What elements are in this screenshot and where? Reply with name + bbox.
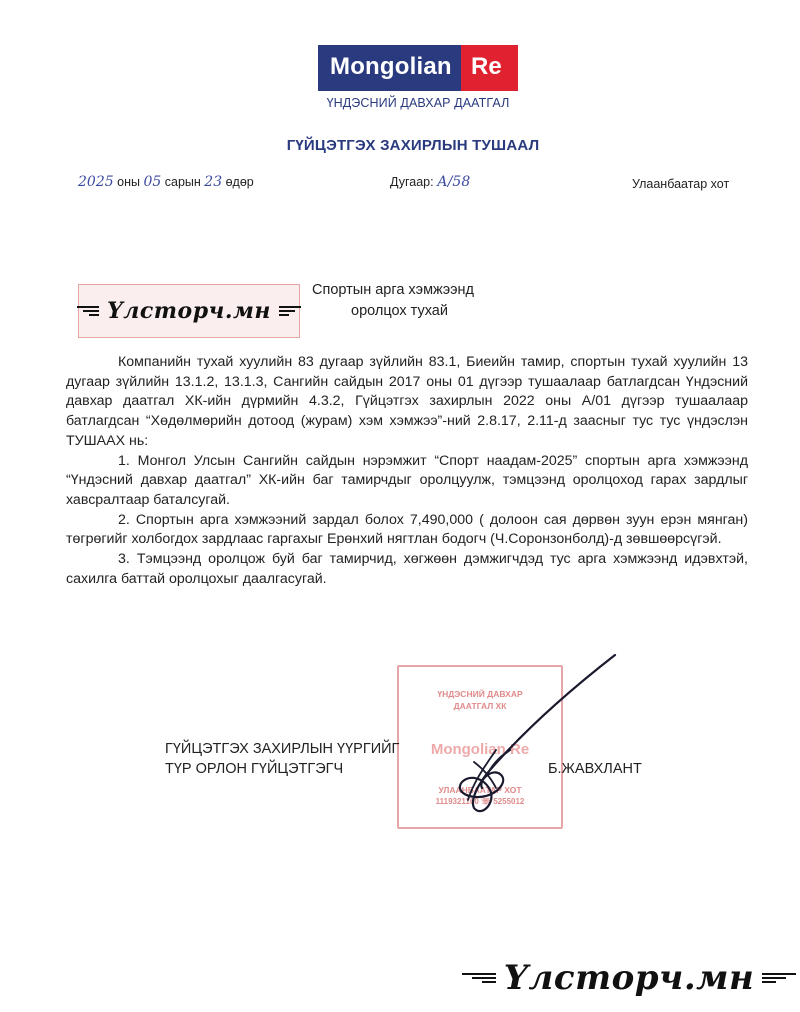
- order-number: [390, 174, 470, 190]
- date-month-suffix: сарын: [164, 175, 201, 189]
- body-paragraph-preamble: Компанийн тухай хуулийн 83 дугаар зүйлийн 83.1, Биеийн тамир, спортын тухай хуулийн 13 дугаар зүйлийн 13.1.2, 13.1.3, Сангийн сайдын 2017 оны 01 дүгээр тушаалаар батлагдсан Үндэсний давхар даатгал ХК-ийн дүрмийн 4.3.2, Гүйцэтгэх захирлын 2022 оны А/01 дүгээр тушаалаар батлагдсан “Хөдөлмөрийн дотоод (журам) хэм хэмжээ”-ний 2.8.17, 2.11-д заасныг тус тус үндэслэн ТУШААХ нь:: [66, 354, 748, 449]
- stamp-line-1: ҮНДЭСНИЙ ДАВХАР: [437, 689, 523, 699]
- signer-title-line-1: ГҮЙЦЭТГЭХ ЗАХИРЛЫН ҮҮРГИЙГ: [165, 741, 400, 757]
- document-title: ГҮЙЦЭТГЭХ ЗАХИРЛЫН ТУШААЛ: [286, 137, 540, 154]
- date-day-suffix: өдөр: [225, 175, 254, 189]
- watermark-right-bars: [279, 306, 301, 316]
- logo-re-text: Re: [471, 53, 502, 80]
- watermark-text: Үлсторч.мн: [503, 958, 755, 998]
- logo-re-block: [461, 45, 518, 91]
- order-subject: [312, 280, 512, 322]
- order-number-value: А/58: [437, 174, 471, 190]
- subject-line-2: оролцох тухай: [351, 303, 448, 319]
- body-paragraph-2: 2. Спортын арга хэмжээний зардал болох 7,490,000 ( долоон сая дөрвөн зуун ерэн мянган) төгрөгийг холбогдох зардлаас гаргахыг Ерөнхий нягтлан бодогч (Ч.Соронзонболд)-д зөвшөөрсүгэй.: [66, 511, 748, 548]
- stamp-brand: Mongolian Re: [430, 741, 530, 758]
- signer-name: Б.ЖАВХЛАНТ: [548, 761, 642, 777]
- stamp-line-2: ДААТГАЛ ХК: [453, 701, 507, 711]
- date-year-suffix: оны: [117, 175, 140, 189]
- signer-title-line-2: ТҮР ОРЛОН ГҮЙЦЭТГЭГЧ: [165, 761, 344, 777]
- order-date: [78, 174, 254, 190]
- stamp-line-3: УЛААНБААТАР ХОТ: [438, 785, 522, 795]
- signer-title: [165, 739, 399, 779]
- subject-line-1: Спортын арга хэмжээнд: [312, 282, 475, 298]
- watermark-left-bars: [462, 973, 496, 983]
- logo-wordmark: Mongolian: [330, 53, 452, 80]
- date-month: 05: [143, 174, 162, 190]
- company-logo: [318, 45, 518, 91]
- logo-subtitle: ҮНДЭСНИЙ ДАВХАР ДААТГАЛ: [326, 96, 510, 110]
- handwritten-signature: [430, 650, 630, 820]
- date-year: 2025: [78, 174, 114, 190]
- date-day: 23: [204, 174, 223, 190]
- watermark-left-bars: [77, 306, 99, 316]
- order-body: [66, 353, 748, 589]
- watermark-right-bars: [762, 973, 796, 983]
- order-city: Улаанбаатар хот: [632, 177, 730, 191]
- watermark-bottom: [468, 950, 790, 1006]
- body-paragraph-1: 1. Монгол Улсын Сангийн сайдын нэрэмжит “Спорт наадам-2025” спортын арга хэмжээнд “Үндэсний давхар даатгал” ХК-ийн баг тамирчдыг оролцуулж, тэмцээнд оролцоход гарах зардлыг хавсралтаар баталсугай.: [66, 452, 748, 508]
- watermark-text: Үлсторч.мн: [107, 298, 271, 324]
- body-paragraph-3: 3. Тэмцээнд оролцож буй баг тамирчид, хөгжөөн дэмжигчдэд тус арга хэмжээнд идэвхтэй, сахилга баттай оролцохыг даалгасугай.: [66, 551, 748, 587]
- order-number-label: Дугаар:: [390, 175, 434, 189]
- stamp-line-4: 1119321160 ☏ 5255012: [435, 797, 525, 806]
- watermark-top: [78, 284, 300, 338]
